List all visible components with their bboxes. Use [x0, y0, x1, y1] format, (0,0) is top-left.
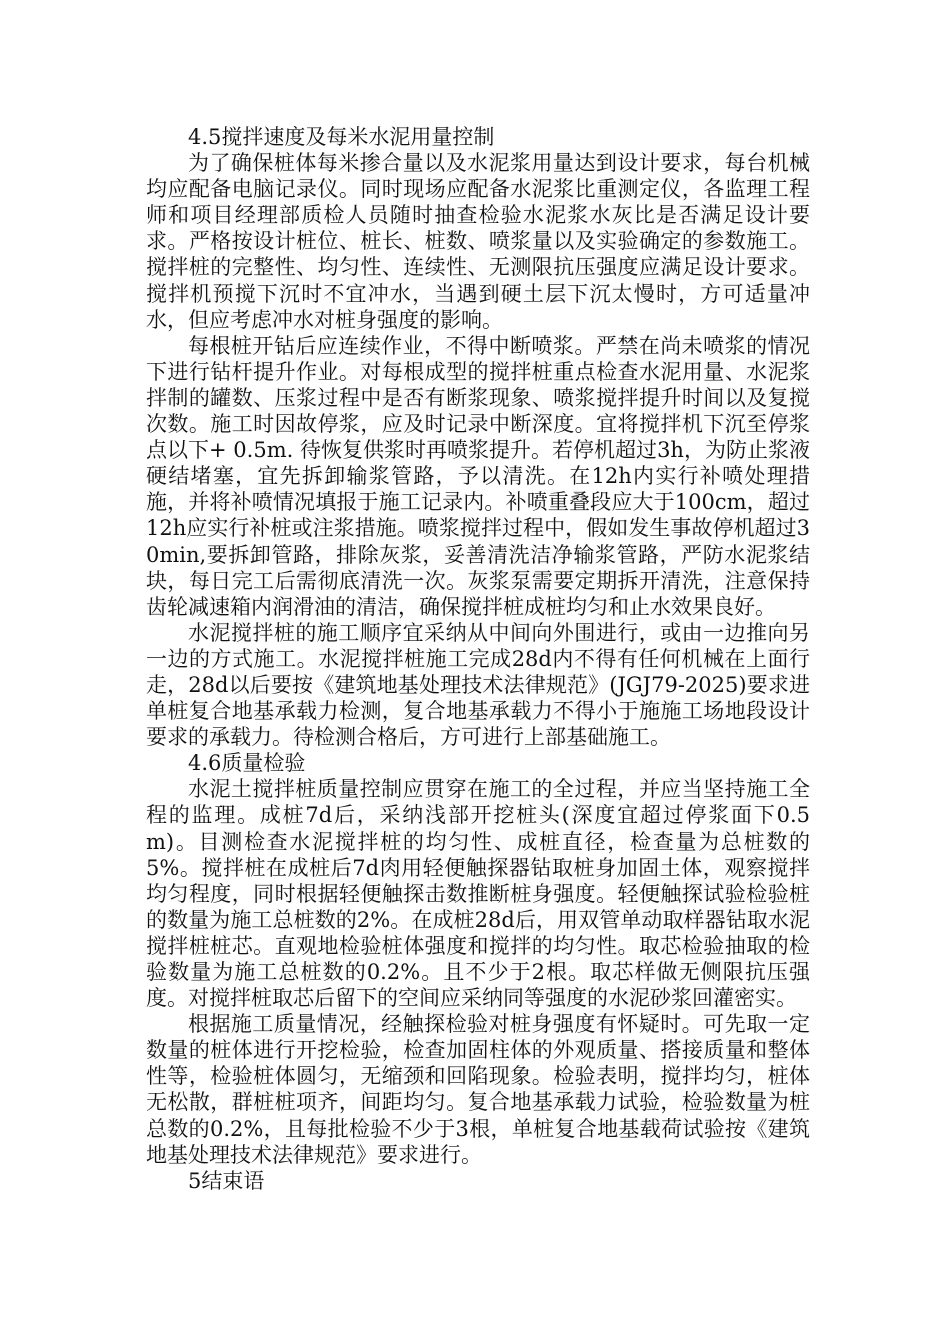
- paragraph: 根据施工质量情况，经触探检验对桩身强度有怀疑时。可先取一定数量的桩体进行开挖检验，检查加固柱体的外观质量、搭接质量和整体性等，检验桩体圆匀，无缩颈和回陷现象。检验表明，搅拌均匀，桩体无松散，群桩桩项齐，间距均匀。复合地基承载力试验，检验数量为桩总数的0.2%，且每批检验不少于3根，单桩复合地基载荷试验按《建筑地基处理技术法律规范》要求进行。: [146, 1012, 810, 1167]
- section-heading: 5结束语: [188, 1168, 265, 1193]
- section-4-5: [146, 124, 810, 750]
- paragraph: 水泥搅拌桩的施工顺序宜采纳从中间向外围进行，或由一边推向另一边的方式施工。水泥搅拌桩施工完成28d内不得有任何机械在上面行走，28d以后要按《建筑地基处理技术法律规范》(JGJ79-2025)要求进单桩复合地基承载力检测，复合地基承载力不得小于施施工场地段设计要求的承载力。待检测合格后，方可进行上部基础施工。: [146, 620, 810, 750]
- section-5: [146, 1168, 810, 1194]
- paragraph: 水泥土搅拌桩质量控制应贯穿在施工的全过程，并应当坚持施工全程的监理。成桩7d后，采纳浅部开挖桩头(深度宜超过停浆面下0.5 m)。目测检查水泥搅拌桩的均匀性、成桩直径，检查量为总桩数的5%。搅拌桩在成桩后7d肉用轻便触探器钻取桩身加固土体，观察搅拌均匀程度，同时根据轻便触探击数推断桩身强度。轻便触探试验检验桩的数量为施工总桩数的2%。在成桩28d后，用双管单动取样器钻取水泥搅拌桩桩芯。直观地检验桩体强度和搅拌的均匀性。取芯检验抽取的检验数量为施工总桩数的0.2%。且不少于2根。取芯样做无侧限抗压强度。对搅拌桩取芯后留下的空间应采纳同等强度的水泥砂浆回灌密实。: [146, 777, 810, 1011]
- paragraph: 每根桩开钻后应连续作业，不得中断喷浆。严禁在尚未喷浆的情况下进行钻杆提升作业。对每根成型的搅拌桩重点检查水泥用量、水泥浆拌制的罐数、压浆过程中是否有断浆现象、喷浆搅拌提升时间以及复搅次数。施工时因故停浆，应及时记录中断深度。宜将搅拌机下沉至停浆点以下+ 0.5m. 待恢复供浆时再喷浆提升。若停机超过3h，为防止浆液硬结堵塞，宜先拆卸输浆管路，予以清洗。在12h内实行补喷处理措施，并将补喷情况填报于施工记录内。补喷重叠段应大于100cm，超过12h应实行补桩或注浆措施。喷浆搅拌过程中，假如发生事故停机超过30min,要拆卸管路，排除灰浆，妥善清洗洁净输浆管路，严防水泥浆结块，每日完工后需彻底清洗一次。灰浆泵需要定期拆开清洗，注意保持齿轮减速箱内润滑油的清洁，确保搅拌桩成桩均匀和止水效果良好。: [146, 333, 810, 619]
- section-heading: 4.6质量检验: [188, 751, 306, 776]
- section-4-6: [146, 750, 810, 1168]
- document-page: [146, 124, 810, 1194]
- section-heading: 4.5搅拌速度及每米水泥用量控制: [188, 125, 495, 149]
- paragraph: 为了确保桩体每米掺合量以及水泥浆用量达到设计要求，每台机械均应配备电脑记录仪。同时现场应配备水泥浆比重测定仪，各监理工程师和项目经理部质检人员随时抽查检验水泥浆水灰比是否满足设计要求。严格按设计桩位、桩长、桩数、喷浆量以及实验确定的参数施工。搅拌桩的完整性、均匀性、连续性、无测限抗压强度应满足设计要求。搅拌机预搅下沉时不宜冲水，当遇到硬土层下沉太慢时，方可适量冲水，但应考虑冲水对桩身强度的影响。: [146, 151, 810, 332]
